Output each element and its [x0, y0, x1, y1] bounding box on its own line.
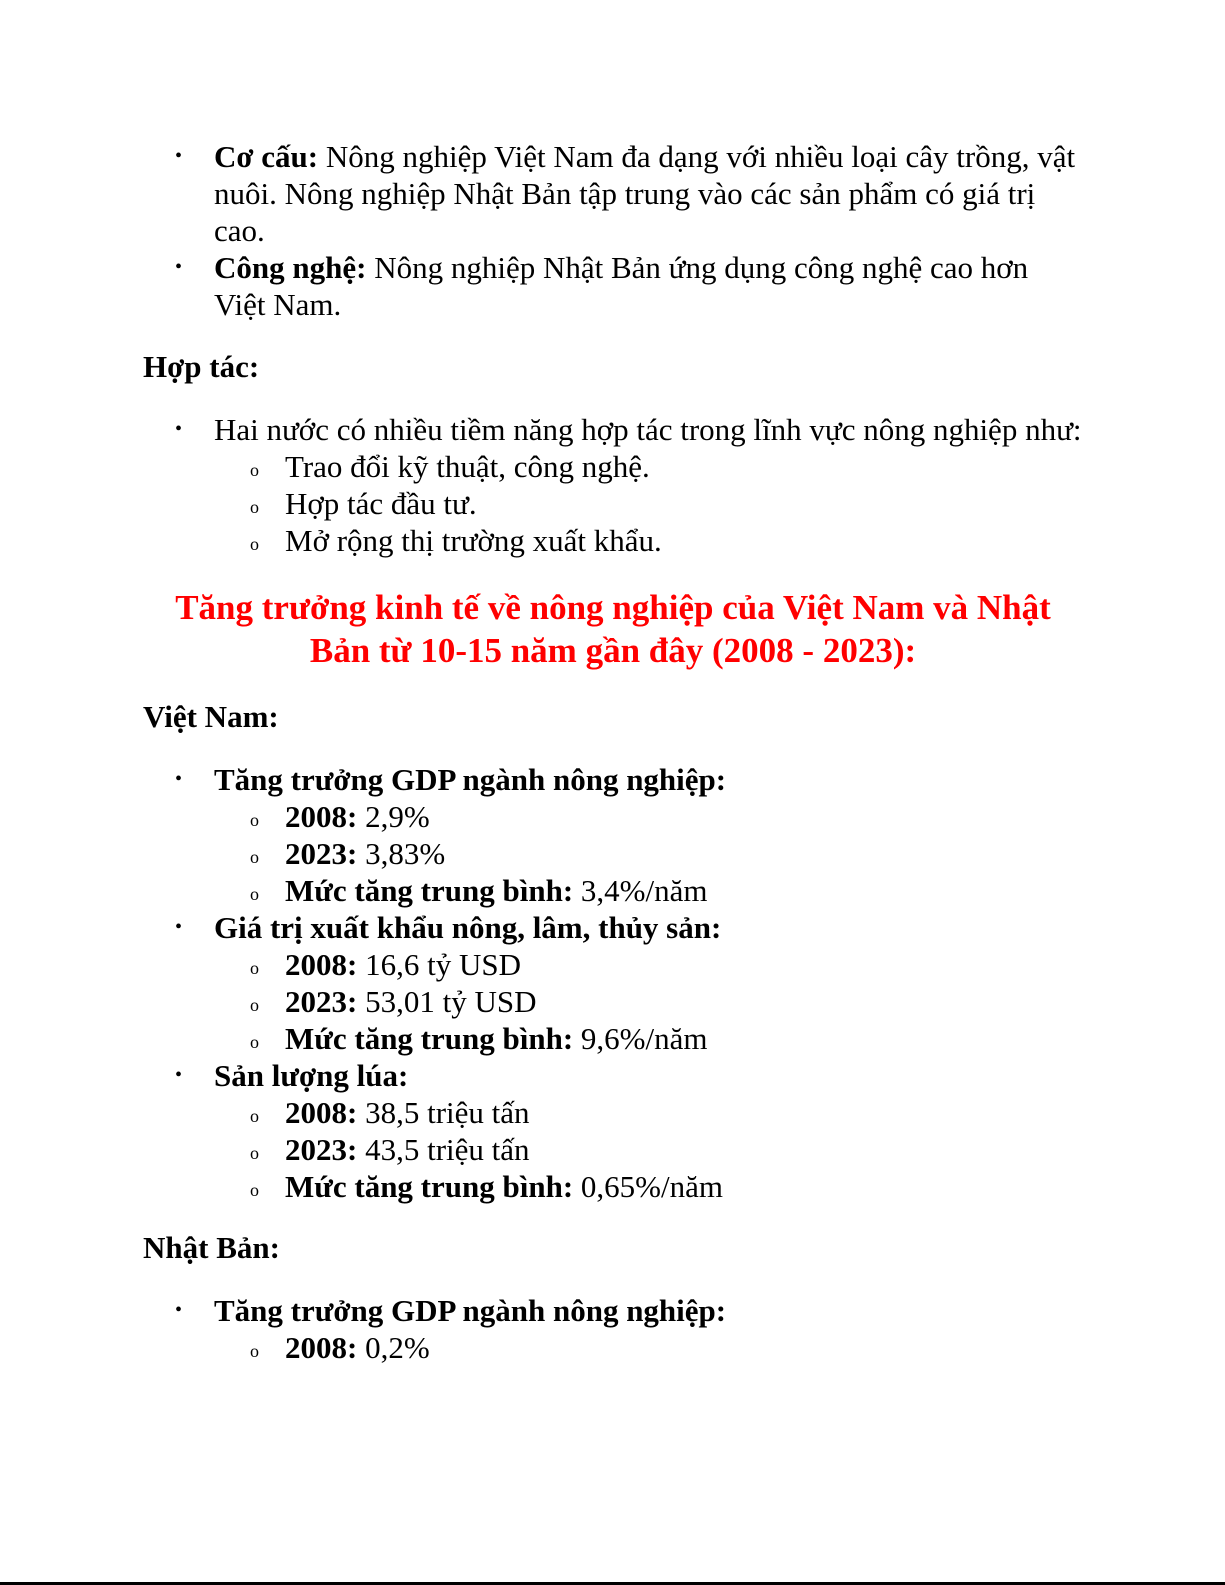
item-label: 2008: — [285, 799, 358, 834]
bullet-text: Nông nghiệp Việt Nam đa dạng với nhiều loại cây trồng, vật nuôi. Nông nghiệp Nhật Bản tập trung vào các sản phẩm có giá trị cao. — [214, 139, 1076, 248]
item-value: 3,83% — [357, 836, 446, 871]
list-item — [214, 983, 1083, 1020]
list-item — [143, 411, 1083, 559]
item-label: 2008: — [285, 1095, 358, 1130]
japan-heading: Nhật Bản: — [143, 1230, 280, 1265]
group-sublist — [214, 1329, 1083, 1366]
item-value: 3,4%/năm — [573, 873, 708, 908]
list-item: o Hợp tác đầu tư. — [214, 485, 1083, 522]
list-item — [143, 1292, 1083, 1366]
bullet-text: Nông nghiệp Nhật Bản ứng dụng công nghệ cao hơn Việt Nam. — [214, 250, 1029, 322]
intro-list — [143, 138, 1083, 323]
bullet-label: Cơ cấu: — [214, 139, 319, 174]
list-item: o Trao đổi kỹ thuật, công nghệ. — [214, 448, 1083, 485]
item-label: 2008: — [285, 947, 358, 982]
list-item — [214, 872, 1083, 909]
list-item — [214, 835, 1083, 872]
list-item — [214, 1329, 1083, 1366]
item-label: Mức tăng trung bình: — [285, 1169, 574, 1204]
group-sublist — [214, 946, 1083, 1057]
group-sublist — [214, 798, 1083, 909]
item-label: Mức tăng trung bình: — [285, 873, 574, 908]
item-label: 2023: — [285, 984, 358, 1019]
list-item — [143, 1057, 1083, 1205]
group-title: Sản lượng lúa: — [214, 1058, 409, 1093]
item-value: 53,01 tỷ USD — [357, 984, 537, 1019]
bullet-label: Công nghệ: — [214, 250, 367, 285]
vietnam-list — [143, 761, 1083, 1205]
group-title: Tăng trưởng GDP ngành nông nghiệp: — [214, 1293, 727, 1328]
group-sublist — [214, 1094, 1083, 1205]
cooperation-list — [143, 411, 1083, 559]
item-value: 38,5 triệu tấn — [357, 1095, 530, 1130]
cooperation-heading: Hợp tác: — [143, 349, 260, 384]
list-item — [214, 1020, 1083, 1057]
document-content — [143, 138, 1083, 1366]
list-item — [143, 138, 1083, 249]
list-item — [143, 909, 1083, 1057]
vietnam-heading: Việt Nam: — [143, 699, 279, 734]
item-value: 16,6 tỷ USD — [357, 947, 521, 982]
item-label: 2023: — [285, 836, 358, 871]
cooperation-sublist — [214, 448, 1083, 559]
cooperation-intro: Hai nước có nhiều tiềm năng hợp tác trong lĩnh vực nông nghiệp như: — [214, 412, 1082, 447]
item-value: 43,5 triệu tấn — [357, 1132, 530, 1167]
list-item — [143, 761, 1083, 909]
list-item — [214, 1168, 1083, 1205]
group-title: Tăng trưởng GDP ngành nông nghiệp: — [214, 762, 727, 797]
item-label: 2008: — [285, 1330, 358, 1365]
list-item — [214, 798, 1083, 835]
item-value: 9,6%/năm — [573, 1021, 708, 1056]
item-label: Mức tăng trung bình: — [285, 1021, 574, 1056]
list-item — [143, 249, 1083, 323]
japan-list — [143, 1292, 1083, 1366]
section-title: Tăng trưởng kinh tế về nông nghiệp của Việt Nam và Nhật Bản từ 10-15 năm gần đây (2008 - 2023): — [175, 588, 1051, 670]
item-value: 0,65%/năm — [573, 1169, 723, 1204]
list-item: o Mở rộng thị trường xuất khẩu. — [214, 522, 1083, 559]
item-value: 0,2% — [357, 1330, 430, 1365]
list-item — [214, 1131, 1083, 1168]
list-item — [214, 1094, 1083, 1131]
group-title: Giá trị xuất khẩu nông, lâm, thủy sản: — [214, 910, 722, 945]
item-value: 2,9% — [357, 799, 430, 834]
item-label: 2023: — [285, 1132, 358, 1167]
list-item — [214, 946, 1083, 983]
